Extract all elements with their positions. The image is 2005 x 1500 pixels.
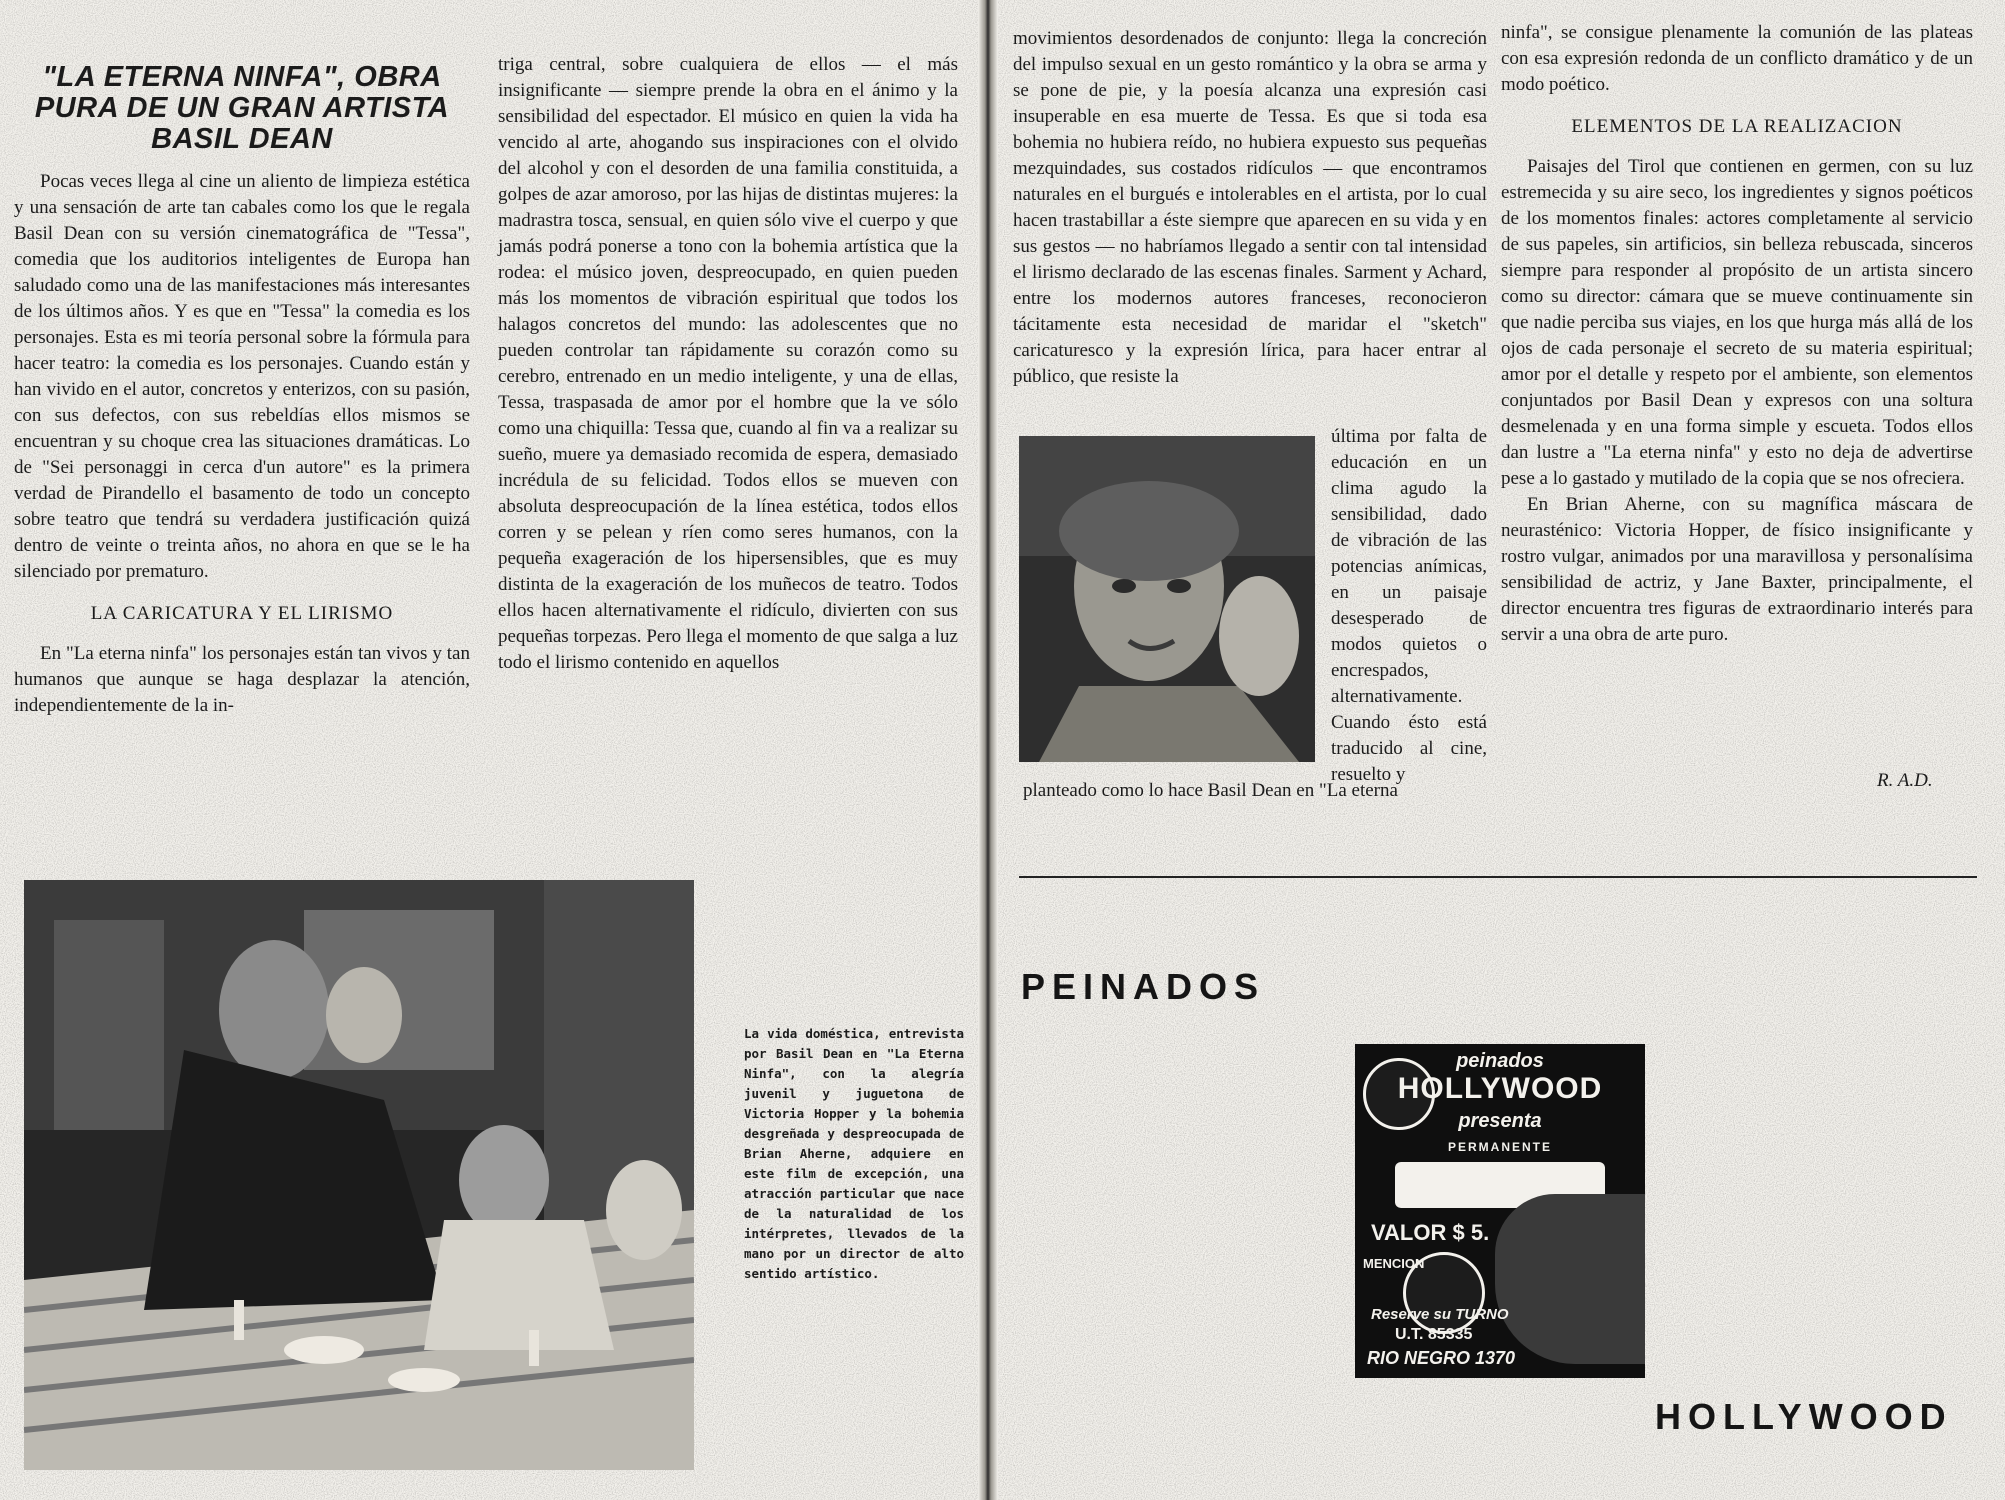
- section-heading-caricatura: LA CARICATURA Y EL LIRISMO: [90, 603, 394, 624]
- col4-paragraph-1: ninfa", se consigue plenamente la comunión de las plateas con esa expresión redonda de un conflicto dramático y de un modo poético.: [1501, 22, 1973, 95]
- article-column-4: [1501, 20, 1973, 648]
- article-column-3-narrow: [1331, 424, 1487, 788]
- col1-paragraph-1: Pocas veces llega al cine un aliento de limpieza estética y una sensación de arte tan cabales como los que le regala Basil Dean con su versión cinematográfica de "Tessa", comedia que los auditorios inteligentes de Europa han saludado como una de las manifestaciones más interesantes de los últimos años. Y es que en "Tessa" la comedia es los personajes. Esta es mi teoría personal sobre la fórmula para hacer teatro: la comedia es los personajes. Cuando están y han vivido en el autor, concretos y enterizos, con su pasión, con sus defectos, con sus rebeldías ellos mismos se encuentran y su choque crea las situaciones dramáticas. Lo de "Sei personaggi in cerca d'un autore" es la primera verdad de Pirandello el basamento de todo un concepto sobre teatro que tendrá su verdadera justificación quizá dentro de veinte o treinta años, no ahora en que se le ha silenciado por prematuro.: [14, 171, 470, 582]
- ad-valor: VALOR $ 5.: [1371, 1220, 1490, 1245]
- article-column-3: [1013, 26, 1487, 390]
- ad-phone: U.T. 85335: [1395, 1326, 1473, 1343]
- hollywood-salon-ad: [1355, 1044, 1645, 1378]
- col1-paragraph-2: En "La eterna ninfa" los personajes están tan vivos y tan humanos que aunque se haga desplazar la atención, independientemente de la in-: [14, 643, 470, 716]
- section-divider: [1019, 876, 1977, 878]
- article-column-2: [498, 52, 958, 676]
- article-headline: [14, 62, 470, 155]
- article-column-1: [14, 62, 470, 719]
- photo-caption: La vida doméstica, entrevista por Basil Dean en "La Eterna Ninfa", con la alegría juvenil y juguetona de Victoria Hopper y la bohemia desgreñada y despreocupada de Brian Aherne, adquiere en este film de excepción, una atracción particular que nace de la naturalidad de los intérpretes, llevados de la mano por un director de alto sentido artístico.: [744, 1026, 964, 1281]
- section-heading-elementos: ELEMENTOS DE LA REALIZACION: [1571, 116, 1903, 137]
- ad-word-peinados: PEINADOS: [1021, 966, 1266, 1007]
- ad-address: RIO NEGRO 1370: [1367, 1348, 1516, 1368]
- ad-word-hollywood: HOLLYWOOD: [1655, 1396, 1953, 1437]
- headline-line-1: "LA ETERNA NINFA", OBRA: [42, 61, 442, 93]
- film-still-dining-scene: [24, 880, 694, 1470]
- col3-paragraph-1: movimientos desordenados de conjunto: llega la concreción del impulso sexual en un gesto romántico y la obra se arma y se pone de pie, y la poesía alcanza una expresión casi insuperable en esa muerte de Tessa. Es que si toda esa bohemia no hubiera reído, no hubiera expuesto sus pequeñas mezquindades, sus costados ridículos — que encontramos naturales en el burgués e intolerables en el artista, por lo cual hacen trastabillar a éste siempre que aparecen en su vida y en sus gestos — no habríamos llegado a sentir con tal intensidad el lirismo declarado de las escenas finales. Sarment y Achard, entre los modernos autores franceses, reconocieron tácitamente esta necesidad de maridar el "sketch" caricaturesco y la expresión lírica, para hacer entrar al público, que resiste la: [1013, 28, 1487, 387]
- left-page: [0, 0, 985, 1500]
- ad-presenta: presenta: [1458, 1110, 1542, 1132]
- col3-narrow-text: última por falta de educación en un clima agudo la sensibilidad, dado de vibración de las potencias anímicas, en un paisaje desesperado de modos quietos o encrespados, alternativamente. Cuando ésto está traducido al cine, resuelto y: [1331, 426, 1487, 785]
- author-signature: R. A.D.: [1877, 770, 1933, 791]
- headline-line-2: PURA DE UN GRAN ARTISTA: [34, 92, 450, 124]
- ad-mencion: MENCION: [1363, 1256, 1425, 1271]
- col4-paragraph-2: Paisajes del Tirol que contienen en germen, con su luz estremecida y su aire seco, los ingredientes y signos poéticos de los momentos finales: actores completamente al servicio de sus papeles, sin artificios, sin belleza rebuscada, sinceros siempre para responder al propósito de un artista sincero como su director: cámara que se mueve continuamente sin que nadie perciba sus viajes, en los que hurga más allá de los ojos de cada personaje el secreto de su materia espiritual; amor por el detalle y respeto por el ambiente, son elementos conjuntados por Basil Dean y expresos con una soltura desmelenada y en una forma simple y escueta. Todos ellos dan lustre a "La eterna ninfa" y esto no deja de advertirse pese a lo gastado y mutilado de la copia que se nos ofreciera.: [1501, 156, 1973, 489]
- ad-permanente: PERMANENTE: [1447, 1140, 1552, 1154]
- col2-paragraph-1: triga central, sobre cualquiera de ellos — el más insignificante — siempre prende la obra en el ánimo y la sensibilidad del espectador. El músico en quien la vida ha vencido al arte, ahogando sus inspiraciones con el olvido del alcohol y con el desorden de una familia constituida, a golpes de azar amoroso, por las hijas de distintas mujeres: la madrastra tosca, sensual, en quien sólo vive el cuerpo y que jamás podrá ponerse a tono con la bohemia artística que la rodea: el músico joven, despreocupado, en quien pueden más los momentos de vibración espiritual que todos los halagos concretos del mundo: las adolescentes que no pueden controlar tan rápidamente su corazón como su cerebro, entrenado en un medio inteligente, y una de ellas, Tessa, traspasada de amor por el hombre que la ve sólo como una chiquilla: Tessa que, cuando al fin va a realizar su sueño, muere ya demasiado recomida de espera, demasiado incrédula de su felicidad. Todos ellos se mueven con absoluta despreocupación de la línea estética, todos ellos corren y se pelean y ríen como seres humanos, con la pequeña exageración de los hipersensibles, que es muy distinta de la exageración de los muñecos de teatro. Todos ellos hacen alternativamente el ridículo, divierten con sus pequeñas torpezas. Pero llega el momento de que salga a luz todo el lirismo contenido en aquellos: [498, 54, 958, 673]
- ad-script-peinados: peinados: [1456, 1050, 1544, 1072]
- film-still-portrait: [1019, 436, 1315, 762]
- ad-brand: HOLLYWOOD: [1397, 1072, 1603, 1105]
- ad-reserve: Reserve su TURNO: [1371, 1306, 1509, 1323]
- col3-end-text: planteado como lo hace Basil Dean en "La eterna: [1023, 780, 1398, 801]
- article-column-3-end: [1023, 778, 1487, 804]
- headline-line-3: BASIL DEAN: [151, 123, 333, 155]
- right-page: [995, 0, 2005, 1500]
- col4-paragraph-3: En Brian Aherne, con su magnífica máscara de neurasténico: Victoria Hopper, de físico insignificante y rostro vulgar, animados por una maravillosa y personalísima sensibilidad de actriz, y Jane Baxter, principalmente, el director encuentra tres figuras de extraordinario interés para servir a una obra de arte puro.: [1501, 494, 1973, 645]
